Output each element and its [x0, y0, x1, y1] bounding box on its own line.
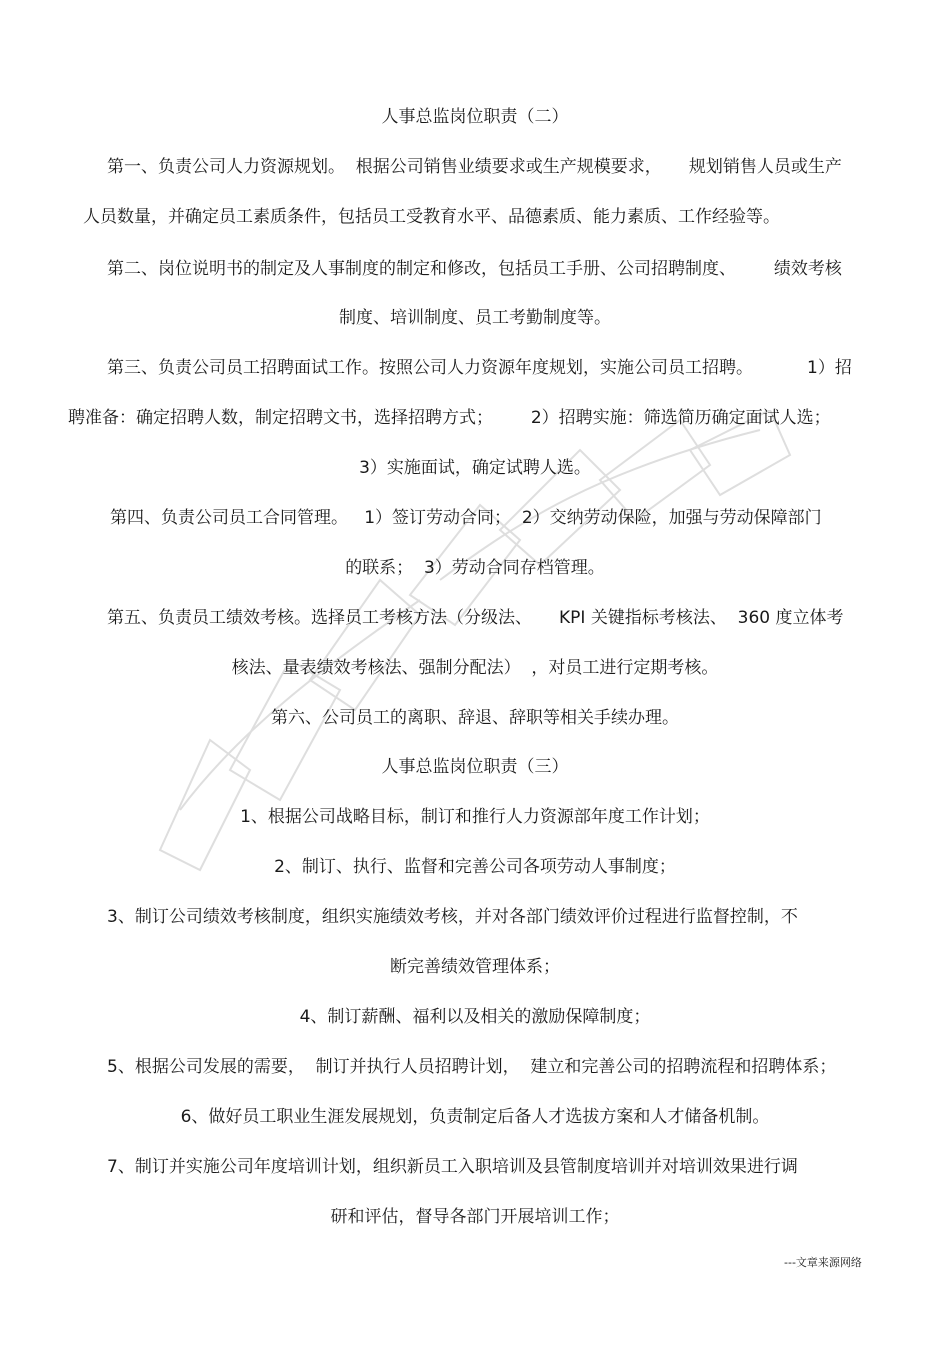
item-2: 2、制订、执行、监督和完善公司各项劳动人事制度；: [274, 857, 676, 877]
duty-3-line-2: 聘准备：确定招聘人数，制定招聘文书，选择招聘方式； 2）招聘实施：筛选简历确定面试人选；: [68, 408, 831, 428]
duty-2-line-1: 第二、岗位说明书的制定及人事制度的制定和修改，包括员工手册、公司招聘制度、 绩效考核: [107, 259, 842, 279]
duty-4-line-2: 的联系； 3）劳动合同存档管理。: [345, 558, 605, 578]
duty-3-line-1: 第三、负责公司员工招聘面试工作。按照公司人力资源年度规划，实施公司员工招聘。 1）招: [107, 358, 852, 378]
duty-3-line-3: 3）实施面试，确定试聘人选。: [359, 458, 591, 478]
duty-2-line-2: 制度、培训制度、员工考勤制度等。: [339, 308, 611, 328]
source-footer: ---文章来源网络: [784, 1256, 862, 1269]
item-5: 5、根据公司发展的需要， 制订并执行人员招聘计划， 建立和完善公司的招聘流程和招聘体系；: [107, 1057, 837, 1077]
item-7-line-1: 7、制订并实施公司年度培训计划，组织新员工入职培训及县管制度培训并对培训效果进行调: [107, 1157, 798, 1177]
item-3-line-1: 3、制订公司绩效考核制度，组织实施绩效考核，并对各部门绩效评价过程进行监督控制，不: [107, 907, 798, 927]
duty-4-line-1: 第四、负责公司员工合同管理。 1）签订劳动合同； 2）交纳劳动保险，加强与劳动保障部门: [110, 508, 822, 528]
section-2-title: 人事总监岗位职责（二）: [381, 107, 569, 127]
item-4: 4、制订薪酬、福利以及相关的激励保障制度；: [299, 1007, 651, 1027]
duty-5-line-2: 核法、量表绩效考核法、强制分配法） ，对员工进行定期考核。: [231, 658, 719, 678]
item-1: 1、根据公司战略目标，制订和推行人力资源部年度工作计划；: [240, 807, 710, 827]
duty-6: 第六、公司员工的离职、辞退、辞职等相关手续办理。: [271, 708, 679, 728]
item-6: 6、做好员工职业生涯发展规划，负责制定后备人才选拔方案和人才储备机制。: [180, 1107, 770, 1127]
item-7-line-2: 研和评估，督导各部门开展培训工作；: [330, 1207, 620, 1227]
item-3-line-2: 断完善绩效管理体系；: [390, 957, 560, 977]
section-3-title: 人事总监岗位职责（三）: [381, 757, 569, 777]
duty-5-line-1: 第五、负责员工绩效考核。选择员工考核方法（分级法、 KPI 关键指标考核法、 360 度立体考: [107, 608, 844, 628]
duty-1-line-2: 人员数量，并确定员工素质条件，包括员工受教育水平、品德素质、能力素质、工作经验等。: [83, 207, 780, 227]
duty-1-line-1: 第一、负责公司人力资源规划。 根据公司销售业绩要求或生产规模要求， 规划销售人员或生产: [107, 157, 842, 177]
